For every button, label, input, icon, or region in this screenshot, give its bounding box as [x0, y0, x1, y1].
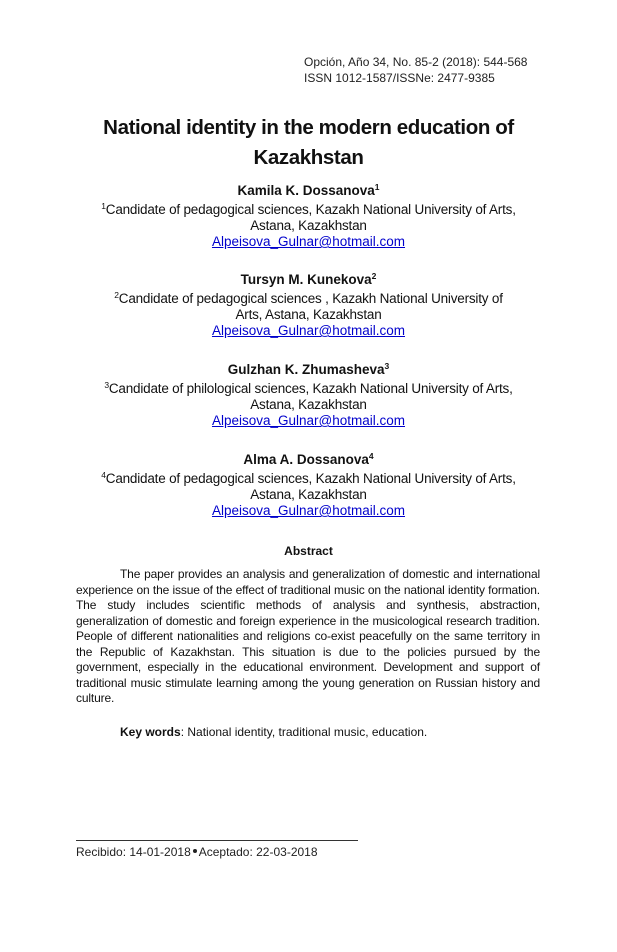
journal-citation: Opción, Año 34, No. 85-2 (2018): 544-568 — [304, 55, 528, 69]
author-location: Astana, Kazakhstan — [250, 218, 367, 233]
author-email-link[interactable]: Alpeisova_Gulnar@hotmail.com — [211, 323, 406, 338]
paper-title — [60, 113, 557, 173]
title-line-2: Kazakhstan — [253, 146, 364, 169]
title-line-1: National identity in the modern education of — [103, 116, 514, 139]
author-location: Arts, Astana, Kazakhstan — [235, 307, 382, 322]
author-affiliation: $^4$Candidate of pedagogical sciences, Kazakh National University of Arts, — [101, 470, 516, 486]
abstract-heading: Abstract — [284, 544, 333, 558]
author-email-link[interactable]: Alpeisova_Gulnar@hotmail.com — [211, 413, 406, 428]
received-date: Recibido: 14-01-2018 — [76, 845, 191, 859]
accepted-date: Aceptado: 22-03-2018 — [198, 845, 318, 859]
author-name: Tursyn M. Kunekova$^2$ — [240, 271, 377, 287]
author-email-link[interactable]: Alpeisova_Gulnar@hotmail.com — [211, 503, 406, 518]
keywords-label: Key words — [120, 725, 181, 739]
author-block-2 — [60, 272, 557, 339]
author-block-1 — [60, 183, 557, 250]
author-location: Astana, Kazakhstan — [250, 487, 367, 502]
author-location: Astana, Kazakhstan — [250, 397, 367, 412]
footer-dates — [76, 845, 318, 859]
bullet-separator — [193, 849, 197, 853]
journal-issn: ISSN 1012-1587/ISSNe: 2477-9385 — [304, 71, 495, 85]
author-email-link[interactable]: Alpeisova_Gulnar@hotmail.com — [211, 234, 406, 249]
author-affiliation: $^1$Candidate of pedagogical sciences, Kazakh National University of Arts, — [101, 201, 516, 217]
author-name: Gulzhan K. Zhumasheva$^3$ — [227, 361, 390, 377]
journal-info — [304, 54, 527, 86]
author-name: Kamila K. Dossanova$^1$ — [237, 182, 380, 198]
footer-rule — [76, 840, 358, 841]
author-block-4 — [60, 452, 557, 519]
keywords — [120, 725, 427, 739]
author-block-3 — [60, 362, 557, 429]
author-affiliation: $^2$Candidate of pedagogical sciences , Kazakh National University of — [114, 290, 503, 306]
author-name: Alma A. Dossanova$^4$ — [243, 451, 374, 467]
author-affiliation: $^3$Candidate of philological sciences, Kazakh National University of Arts, — [104, 380, 513, 396]
abstract-text: The paper provides an analysis and generalization of domestic and international experience on the issue of the effect of traditional music on the national identity formation. The study includes scientific methods of analysis and synthesis, abstraction, generalization of domestic and foreign experience in the musicological research tradition. People of different nationalities and religions co-exist peacefully on the same territory in the Republic of Kazakhstan. This situation is due to the policies pursued by the government, especially in the educational environment. Development and support of traditional music stimulate learning among the young generation on Russian history and culture. — [76, 567, 540, 705]
keywords-text: : National identity, traditional music, education. — [180, 725, 428, 739]
